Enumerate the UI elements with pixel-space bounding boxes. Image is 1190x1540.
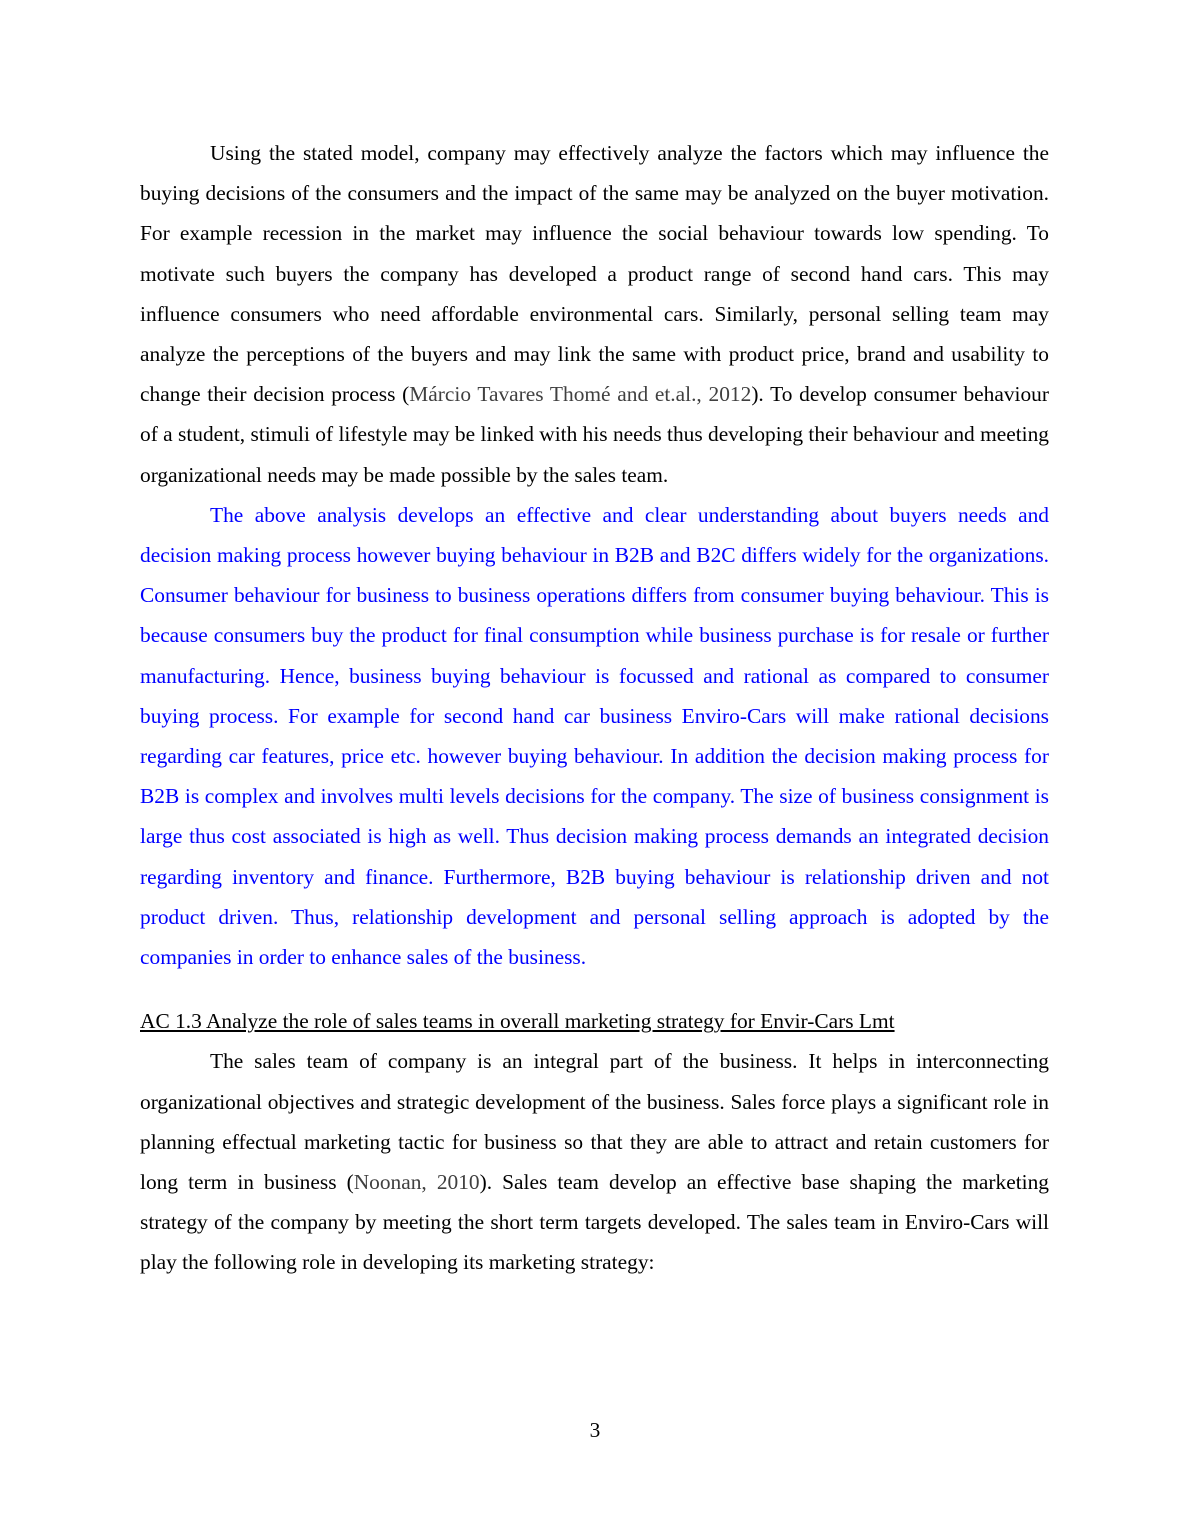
document-page — [140, 133, 1049, 1283]
paragraph-text: ). Sales team develop an effective base shaping the marketing strategy of the company by meeting the short term targets developed. The sales team in Enviro-Cars will play the following role in developing its marketing strategy: — [140, 1170, 1049, 1275]
paragraph-text: ). To develop consumer behaviour of a student, stimuli of lifestyle may be linked with his needs thus developing their behaviour and meeting organizational needs may be made possible by the sales team. — [140, 382, 1050, 487]
citation: Noonan, 2010 — [353, 1170, 480, 1195]
paragraph-b2b-analysis — [140, 495, 1049, 977]
paragraph-text: Using the stated model, company may effectively analyze the factors which may influence the buying decisions of the consumers and the impact of the same may be analyzed on the buyer motivation. For example recession in the market may influence the social behaviour towards low spending. To motivate such buyers the company has developed a product range of second hand cars. This may influence consumers who need affordable environmental cars. Similarly, personal selling team may analyze the perceptions of the buyers and may link the same with product price, brand and usability to change their decision process ( — [140, 141, 1049, 407]
section-heading: AC 1.3 Analyze the role of sales teams in overall marketing strategy for Envir-Cars Lmt — [140, 1009, 895, 1034]
citation: Márcio Tavares Thomé and et.al., 2012 — [409, 382, 752, 407]
paragraph-text: The above analysis develops an effective and clear understanding about buyers needs and decision making process however buying behaviour in B2B and B2C differs widely for the organizations. Consumer behaviour for business to business operations differs from consumer buying behaviour. This is because consumers buy the product for final consumption while business purchase is for resale or further manufacturing. Hence, business buying behaviour is focussed and rational as compared to consumer buying process. For example for second hand car business Enviro-Cars will make rational decisions regarding car features, price etc. however buying behaviour. In addition the decision making process for B2B is complex and involves multi levels decisions for the company. The size of business consignment is large thus cost associated is high as well. Thus decision making process demands an integrated decision regarding inventory and finance. Furthermore, B2B buying behaviour is relationship driven and not product driven. Thus, relationship development and personal selling approach is adopted by the companies in order to enhance sales of the business. — [140, 502, 1049, 970]
paragraph-text: The sales team of company is an integral part of the business. It helps in interconnecting organizational objectives and strategic development of the business. Sales force plays a significant role in planning effectual marketing tactic for business so that they are able to attract and retain customers for long term in business ( — [140, 1049, 1049, 1195]
paragraph-sales-team-role — [140, 1041, 1049, 1282]
page-number: 3 — [589, 1418, 601, 1442]
paragraph-buying-model — [140, 133, 1049, 495]
